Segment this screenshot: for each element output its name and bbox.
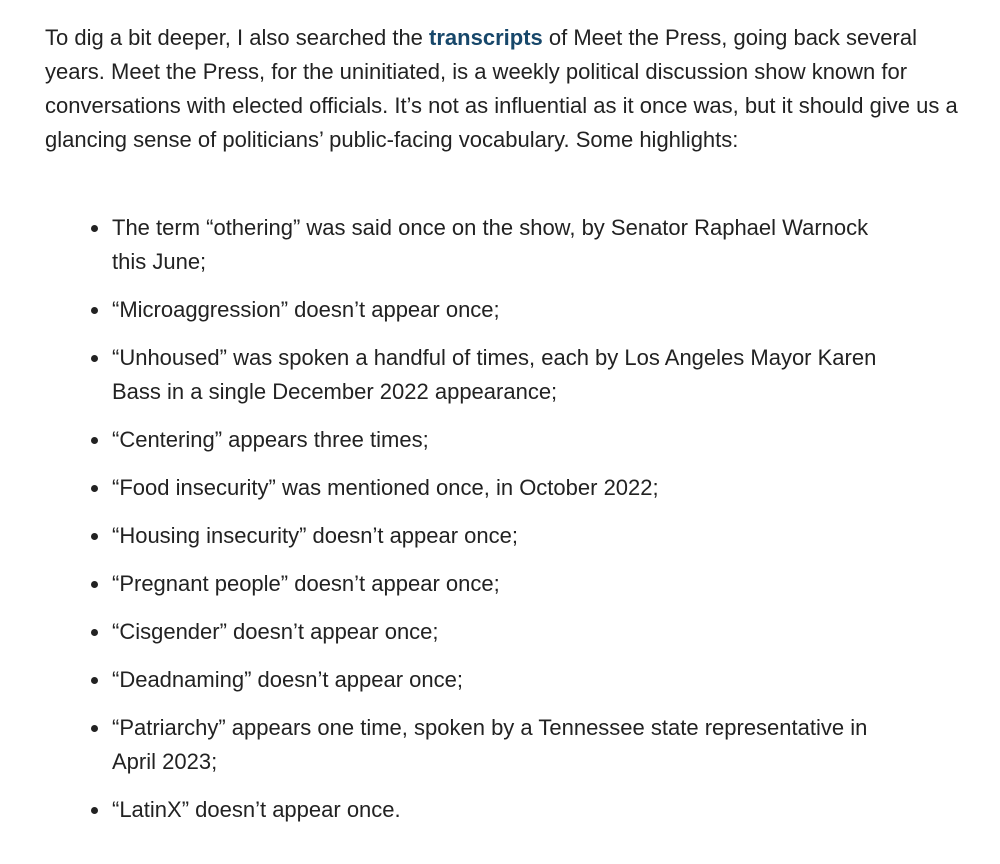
list-item [112, 341, 900, 409]
bullet-icon [91, 307, 98, 314]
list-item-text: “Food insecurity” was mentioned once, in October 2022; [112, 475, 659, 500]
list-item [112, 567, 900, 601]
list-item [112, 211, 900, 279]
bullet-icon [91, 629, 98, 636]
list-item-text: “Microaggression” doesn’t appear once; [112, 297, 500, 322]
list-item [112, 423, 900, 457]
list-item-text: “Pregnant people” doesn’t appear once; [112, 571, 500, 596]
bullet-icon [91, 533, 98, 540]
list-item-text: “Deadnaming” doesn’t appear once; [112, 667, 464, 692]
list-item [112, 471, 900, 505]
intro-text-before-link: To dig a bit deeper, I also searched the [45, 25, 430, 50]
bullet-icon [91, 677, 98, 684]
list-item-text: The term “othering” was said once on the show, by Senator Raphael Warnock this June; [112, 215, 869, 274]
list-item [112, 711, 900, 779]
list-item [112, 615, 900, 649]
list-item-text: “Unhoused” was spoken a handful of times, each by Los Angeles Mayor Karen Bass in a single December 2022 appearance; [112, 345, 877, 404]
bullet-icon [91, 485, 98, 492]
list-item-text: “LatinX” doesn’t appear once. [112, 797, 401, 822]
bullet-icon [91, 725, 98, 732]
bullet-icon [91, 807, 98, 814]
list-item [112, 663, 900, 697]
list-item-text: “Cisgender” doesn’t appear once; [112, 619, 439, 644]
bullet-icon [91, 437, 98, 444]
transcripts-link[interactable]: transcripts [429, 25, 543, 50]
intro-text-after-link: of Meet the Press, going back several years. Meet the Press, for the uninitiated, is a weekly political discussion show known for conversations with elected officials. It’s not as influential as it once was, but it should give us a glancing sense of politicians’ public-facing vocabulary. Some highlights: [45, 25, 958, 152]
bullet-icon [91, 581, 98, 588]
highlights-list [45, 211, 960, 827]
bullet-icon [91, 355, 98, 362]
list-item [112, 793, 900, 827]
list-item-text: “Housing insecurity” doesn’t appear once; [112, 523, 519, 548]
list-item-text: “Patriarchy” appears one time, spoken by a Tennessee state representative in April 2023; [112, 715, 868, 774]
list-item-text: “Centering” appears three times; [112, 427, 429, 452]
intro-paragraph [45, 21, 960, 157]
list-item [112, 293, 900, 327]
bullet-icon [91, 225, 98, 232]
list-item [112, 519, 900, 553]
